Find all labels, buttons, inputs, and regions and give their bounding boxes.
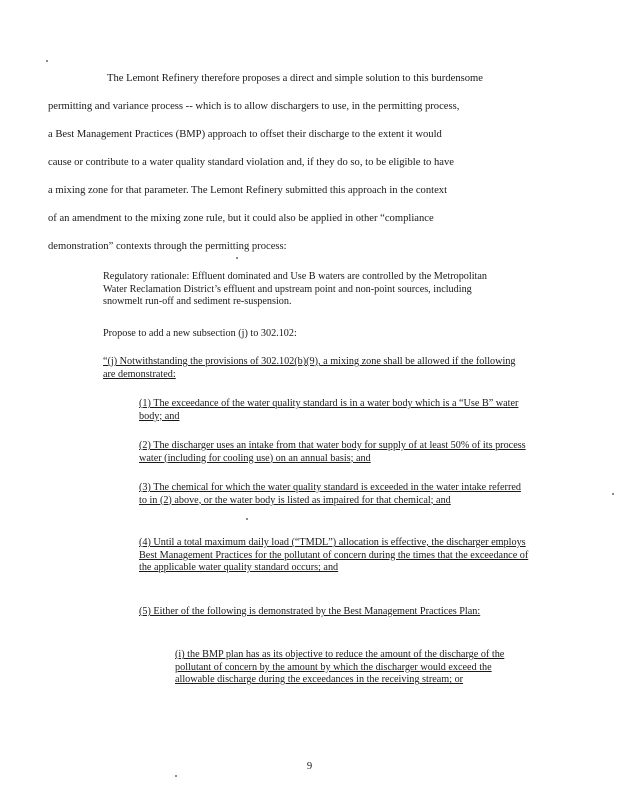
item-1 [139, 398, 529, 423]
paragraph-line: permitting and variance process -- which is to allow dischargers to use, in the permitting process, [48, 101, 460, 112]
paragraph-line: of an amendment to the mixing zone rule, but it could also be applied in other “compliance [48, 213, 434, 224]
item-5-text: (5) Either of the following is demonstrated by the Best Management Practices Plan: [139, 606, 481, 617]
regulatory-rationale-text: Regulatory rationale: Effluent dominated and Use B waters are controlled by the Metropolitan Water Reclamation District’s effluent and upstream point and non-point sources, including snowmelt run-off and sediment re-suspension. [103, 271, 487, 308]
scan-speck [175, 775, 177, 777]
item-3-text: (3) The chemical for which the water quality standard is exceeded in the water intake referred to in (2) above, or the water body is listed as impaired for that chemical; and [139, 482, 521, 506]
page-number: 9 [306, 761, 313, 772]
item-4-text: (4) Until a total maximum daily load (“TMDL”) allocation is effective, the discharger employs Best Management Practices for the pollutant of concern during the times that the exceedance of the applicable water quality standard occurs; and [139, 537, 529, 574]
item-1-text: (1) The exceedance of the water quality standard is in a water body which is a “Use B” water body; and [139, 398, 519, 422]
scan-speck [246, 518, 248, 520]
paragraph-line: cause or contribute to a water quality standard violation and, if they do so, to be eligible to have [48, 157, 454, 168]
item-2-text: (2) The discharger uses an intake from that water body for supply of at least 50% of its process water (including for cooling use) on an annual basis; and [139, 440, 526, 464]
item-5-subitem-i-text: (i) the BMP plan has as its objective to reduce the amount of the discharge of the pollutant of concern by the amount by which the discharger would exceed the allowable discharge during the exceedances in the receiving stream; or [175, 649, 505, 686]
propose-subsection [103, 328, 513, 341]
paragraph-line: The Lemont Refinery therefore proposes a direct and simple solution to this burdensome [107, 73, 483, 84]
subsection-j-text: “(j) Notwithstanding the provisions of 302.102(b)(9), a mixing zone shall be allowed if the following are demonstrated: [103, 356, 516, 380]
propose-subsection-text: Propose to add a new subsection (j) to 302.102: [103, 328, 297, 339]
paragraph-line: a mixing zone for that parameter. The Lemont Refinery submitted this approach in the context [48, 185, 448, 196]
item-3 [139, 482, 529, 507]
item-2 [139, 440, 529, 465]
item-4 [139, 537, 529, 575]
scan-speck [236, 257, 238, 259]
paragraph-line: a Best Management Practices (BMP) approach to offset their discharge to the extent it would [48, 129, 442, 140]
item-5-subitem-i [175, 649, 531, 687]
item-5 [139, 606, 529, 619]
scan-speck [46, 60, 48, 62]
subsection-j [103, 356, 527, 381]
regulatory-rationale [103, 271, 513, 309]
scan-speck [612, 493, 614, 495]
paragraph-line: demonstration” contexts through the permitting process: [48, 241, 287, 252]
